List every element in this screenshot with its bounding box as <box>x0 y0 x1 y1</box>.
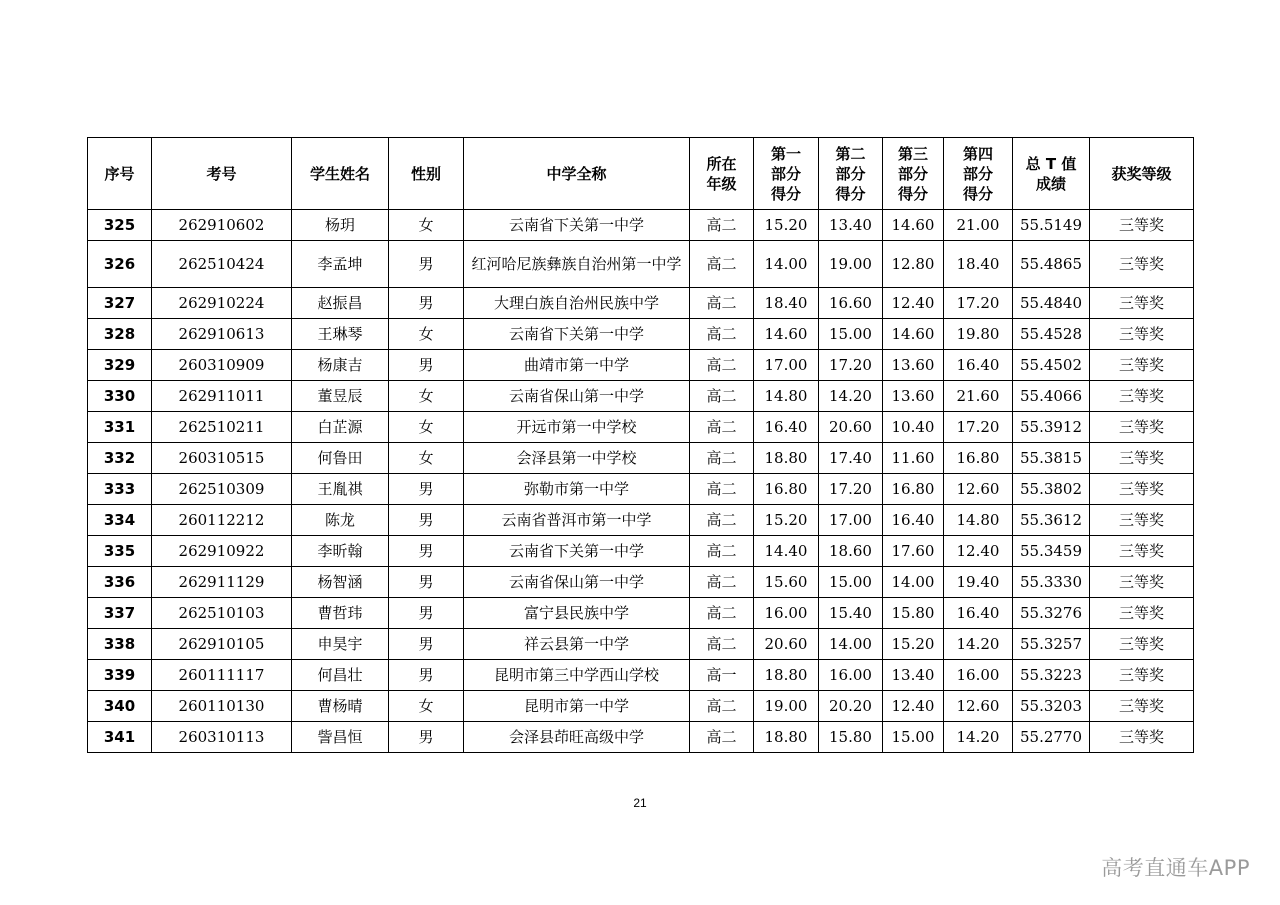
cell-school: 云南省下关第一中学 <box>464 536 690 567</box>
cell-total-t: 55.4066 <box>1013 381 1090 412</box>
table-row <box>88 598 1194 629</box>
cell-part4: 14.20 <box>944 629 1013 660</box>
cell-part4: 19.40 <box>944 567 1013 598</box>
cell-student-name: 杨玥 <box>292 210 389 241</box>
cell-seq: 337 <box>88 598 152 629</box>
cell-seq: 340 <box>88 691 152 722</box>
header-part4-line: 得分 <box>962 184 993 203</box>
cell-award: 三等奖 <box>1090 536 1194 567</box>
cell-gender: 男 <box>389 567 464 598</box>
cell-total-t: 55.3257 <box>1013 629 1090 660</box>
cell-student-name: 赵振昌 <box>292 288 389 319</box>
cell-award: 三等奖 <box>1090 722 1194 753</box>
cell-total-t: 55.4840 <box>1013 288 1090 319</box>
cell-school: 祥云县第一中学 <box>464 629 690 660</box>
cell-award: 三等奖 <box>1090 598 1194 629</box>
cell-seq: 339 <box>88 660 152 691</box>
cell-gender: 女 <box>389 210 464 241</box>
table-row <box>88 443 1194 474</box>
cell-part1: 15.20 <box>754 505 819 536</box>
cell-part2: 18.60 <box>819 536 883 567</box>
header-total-t-line: 成绩 <box>1035 174 1066 193</box>
cell-part4: 16.00 <box>944 660 1013 691</box>
cell-seq: 330 <box>88 381 152 412</box>
cell-grade: 高二 <box>690 288 754 319</box>
cell-grade: 高二 <box>690 567 754 598</box>
cell-part1: 20.60 <box>754 629 819 660</box>
cell-student-name: 杨康吉 <box>292 350 389 381</box>
cell-part2: 15.40 <box>819 598 883 629</box>
cell-part2: 20.20 <box>819 691 883 722</box>
cell-part3: 11.60 <box>883 443 944 474</box>
cell-total-t: 55.3203 <box>1013 691 1090 722</box>
cell-part1: 14.40 <box>754 536 819 567</box>
cell-student-name: 訾昌恒 <box>292 722 389 753</box>
header-part2-line: 部分 <box>835 164 866 183</box>
cell-grade: 高二 <box>690 505 754 536</box>
cell-award: 三等奖 <box>1090 288 1194 319</box>
cell-exam-id: 262910224 <box>152 288 292 319</box>
cell-seq: 327 <box>88 288 152 319</box>
cell-student-name: 白芷源 <box>292 412 389 443</box>
cell-part1: 15.60 <box>754 567 819 598</box>
cell-part4: 19.80 <box>944 319 1013 350</box>
header-student-name-line: 学生姓名 <box>309 164 370 183</box>
cell-seq: 338 <box>88 629 152 660</box>
cell-award: 三等奖 <box>1090 350 1194 381</box>
cell-school: 昆明市第三中学西山学校 <box>464 660 690 691</box>
cell-gender: 男 <box>389 350 464 381</box>
cell-gender: 男 <box>389 474 464 505</box>
header-part4-line: 部分 <box>962 164 993 183</box>
cell-student-name: 何鲁田 <box>292 443 389 474</box>
cell-part1: 18.40 <box>754 288 819 319</box>
table-row <box>88 241 1194 288</box>
cell-total-t: 55.2770 <box>1013 722 1090 753</box>
cell-part4: 14.80 <box>944 505 1013 536</box>
cell-total-t: 55.3912 <box>1013 412 1090 443</box>
cell-part4: 16.80 <box>944 443 1013 474</box>
cell-exam-id: 262911129 <box>152 567 292 598</box>
cell-seq: 334 <box>88 505 152 536</box>
cell-part2: 17.20 <box>819 350 883 381</box>
cell-award: 三等奖 <box>1090 241 1194 288</box>
cell-part1: 19.00 <box>754 691 819 722</box>
cell-part3: 15.20 <box>883 629 944 660</box>
cell-part3: 13.60 <box>883 350 944 381</box>
watermark-text: 高考直通车APP <box>1101 856 1250 880</box>
table-row <box>88 474 1194 505</box>
cell-part4: 12.60 <box>944 691 1013 722</box>
table-row <box>88 660 1194 691</box>
cell-total-t: 55.3459 <box>1013 536 1090 567</box>
cell-student-name: 李孟坤 <box>292 241 389 288</box>
cell-part1: 17.00 <box>754 350 819 381</box>
cell-exam-id: 260310113 <box>152 722 292 753</box>
table-row <box>88 629 1194 660</box>
cell-part2: 15.00 <box>819 319 883 350</box>
cell-part4: 14.20 <box>944 722 1013 753</box>
header-seq-line: 序号 <box>104 164 135 183</box>
cell-gender: 女 <box>389 412 464 443</box>
cell-part4: 12.60 <box>944 474 1013 505</box>
cell-part2: 17.00 <box>819 505 883 536</box>
cell-school: 云南省下关第一中学 <box>464 319 690 350</box>
cell-school: 大理白族自治州民族中学 <box>464 288 690 319</box>
cell-student-name: 曹杨晴 <box>292 691 389 722</box>
cell-grade: 高二 <box>690 474 754 505</box>
cell-gender: 女 <box>389 443 464 474</box>
cell-part2: 16.60 <box>819 288 883 319</box>
header-part3-line: 第三 <box>897 144 928 163</box>
cell-part3: 13.60 <box>883 381 944 412</box>
table-header <box>88 138 1194 210</box>
cell-part1: 16.40 <box>754 412 819 443</box>
cell-student-name: 王琳琴 <box>292 319 389 350</box>
cell-exam-id: 262910613 <box>152 319 292 350</box>
cell-part1: 14.80 <box>754 381 819 412</box>
header-grade <box>690 138 754 210</box>
cell-gender: 男 <box>389 536 464 567</box>
cell-total-t: 55.5149 <box>1013 210 1090 241</box>
cell-exam-id: 262510103 <box>152 598 292 629</box>
cell-seq: 325 <box>88 210 152 241</box>
header-total-t <box>1013 138 1090 210</box>
cell-part3: 12.40 <box>883 288 944 319</box>
cell-part1: 14.60 <box>754 319 819 350</box>
cell-seq: 341 <box>88 722 152 753</box>
cell-school: 会泽县茚旺高级中学 <box>464 722 690 753</box>
header-exam-id-line: 考号 <box>206 164 237 183</box>
cell-exam-id: 262910105 <box>152 629 292 660</box>
cell-exam-id: 260310909 <box>152 350 292 381</box>
cell-exam-id: 260112212 <box>152 505 292 536</box>
header-award-line: 获奖等级 <box>1111 164 1172 183</box>
header-total-t-line: 总 T 值 <box>1025 154 1077 173</box>
cell-grade: 高二 <box>690 381 754 412</box>
cell-award: 三等奖 <box>1090 381 1194 412</box>
cell-part4: 18.40 <box>944 241 1013 288</box>
cell-award: 三等奖 <box>1090 443 1194 474</box>
cell-part2: 13.40 <box>819 210 883 241</box>
page-number: 21 <box>633 796 647 810</box>
cell-part1: 14.00 <box>754 241 819 288</box>
header-student-name <box>292 138 389 210</box>
cell-part2: 14.00 <box>819 629 883 660</box>
table-row <box>88 412 1194 443</box>
header-grade-line: 所在 <box>706 154 737 173</box>
cell-part4: 17.20 <box>944 288 1013 319</box>
cell-seq: 329 <box>88 350 152 381</box>
cell-part2: 17.40 <box>819 443 883 474</box>
cell-school: 云南省保山第一中学 <box>464 381 690 412</box>
header-part3-line: 得分 <box>897 184 928 203</box>
cell-part3: 16.40 <box>883 505 944 536</box>
cell-student-name: 李昕翰 <box>292 536 389 567</box>
cell-total-t: 55.3276 <box>1013 598 1090 629</box>
cell-gender: 女 <box>389 381 464 412</box>
cell-award: 三等奖 <box>1090 505 1194 536</box>
cell-school-text: 红河哈尼族彝族自治州第一中学 <box>471 255 682 273</box>
cell-grade: 高二 <box>690 629 754 660</box>
cell-gender: 女 <box>389 319 464 350</box>
cell-gender: 男 <box>389 598 464 629</box>
cell-part1: 15.20 <box>754 210 819 241</box>
cell-seq: 336 <box>88 567 152 598</box>
cell-grade: 高二 <box>690 319 754 350</box>
cell-total-t: 55.4528 <box>1013 319 1090 350</box>
header-part4-line: 第四 <box>962 144 993 163</box>
cell-part4: 16.40 <box>944 350 1013 381</box>
table-row <box>88 536 1194 567</box>
cell-grade: 高一 <box>690 660 754 691</box>
cell-total-t: 55.4865 <box>1013 241 1090 288</box>
cell-part3: 14.60 <box>883 210 944 241</box>
cell-school: 弥勒市第一中学 <box>464 474 690 505</box>
cell-part4: 17.20 <box>944 412 1013 443</box>
cell-school: 富宁县民族中学 <box>464 598 690 629</box>
table-row <box>88 381 1194 412</box>
cell-school: 云南省下关第一中学 <box>464 210 690 241</box>
cell-seq: 332 <box>88 443 152 474</box>
results-table <box>87 137 1194 753</box>
cell-exam-id: 260310515 <box>152 443 292 474</box>
cell-gender: 男 <box>389 660 464 691</box>
cell-part3: 10.40 <box>883 412 944 443</box>
cell-total-t: 55.3330 <box>1013 567 1090 598</box>
cell-part2: 19.00 <box>819 241 883 288</box>
header-exam-id <box>152 138 292 210</box>
cell-part2: 15.00 <box>819 567 883 598</box>
cell-grade: 高二 <box>690 210 754 241</box>
cell-part3: 15.00 <box>883 722 944 753</box>
table-row <box>88 722 1194 753</box>
cell-part4: 12.40 <box>944 536 1013 567</box>
header-grade-line: 年级 <box>706 174 737 193</box>
cell-seq: 328 <box>88 319 152 350</box>
cell-total-t: 55.3612 <box>1013 505 1090 536</box>
cell-gender: 男 <box>389 722 464 753</box>
cell-student-name: 申昊宇 <box>292 629 389 660</box>
cell-exam-id: 262510211 <box>152 412 292 443</box>
cell-part4: 21.00 <box>944 210 1013 241</box>
header-part4 <box>944 138 1013 210</box>
cell-total-t: 55.3223 <box>1013 660 1090 691</box>
cell-part3: 17.60 <box>883 536 944 567</box>
cell-part2: 17.20 <box>819 474 883 505</box>
cell-grade: 高二 <box>690 691 754 722</box>
cell-total-t: 55.3815 <box>1013 443 1090 474</box>
cell-award: 三等奖 <box>1090 691 1194 722</box>
cell-total-t: 55.3802 <box>1013 474 1090 505</box>
cell-grade: 高二 <box>690 536 754 567</box>
cell-exam-id: 262911011 <box>152 381 292 412</box>
cell-school: 会泽县第一中学校 <box>464 443 690 474</box>
cell-part1: 18.80 <box>754 660 819 691</box>
header-part1-line: 第一 <box>770 144 801 163</box>
cell-part3: 14.60 <box>883 319 944 350</box>
cell-part4: 21.60 <box>944 381 1013 412</box>
header-gender <box>389 138 464 210</box>
header-part2 <box>819 138 883 210</box>
cell-part2: 20.60 <box>819 412 883 443</box>
cell-grade: 高二 <box>690 350 754 381</box>
cell-part1: 18.80 <box>754 722 819 753</box>
cell-student-name: 董昱辰 <box>292 381 389 412</box>
cell-school: 开远市第一中学校 <box>464 412 690 443</box>
header-school-line: 中学全称 <box>546 164 607 183</box>
header-part2-line: 得分 <box>835 184 866 203</box>
cell-seq: 331 <box>88 412 152 443</box>
table-row <box>88 210 1194 241</box>
cell-part2: 16.00 <box>819 660 883 691</box>
cell-part1: 16.80 <box>754 474 819 505</box>
cell-part3: 12.80 <box>883 241 944 288</box>
cell-school: 云南省普洱市第一中学 <box>464 505 690 536</box>
cell-award: 三等奖 <box>1090 567 1194 598</box>
cell-grade: 高二 <box>690 241 754 288</box>
header-school <box>464 138 690 210</box>
cell-part1: 16.00 <box>754 598 819 629</box>
cell-part3: 16.80 <box>883 474 944 505</box>
cell-gender: 男 <box>389 241 464 288</box>
cell-gender: 女 <box>389 691 464 722</box>
cell-student-name: 杨智涵 <box>292 567 389 598</box>
cell-grade: 高二 <box>690 598 754 629</box>
cell-school <box>464 241 690 288</box>
header-part2-line: 第二 <box>835 144 866 163</box>
cell-part2: 15.80 <box>819 722 883 753</box>
cell-award: 三等奖 <box>1090 319 1194 350</box>
cell-award: 三等奖 <box>1090 629 1194 660</box>
table-body <box>88 210 1194 753</box>
cell-award: 三等奖 <box>1090 412 1194 443</box>
header-part1-line: 得分 <box>770 184 801 203</box>
cell-student-name: 陈龙 <box>292 505 389 536</box>
cell-part3: 12.40 <box>883 691 944 722</box>
cell-seq: 333 <box>88 474 152 505</box>
cell-exam-id: 260111117 <box>152 660 292 691</box>
cell-school: 曲靖市第一中学 <box>464 350 690 381</box>
cell-school: 云南省保山第一中学 <box>464 567 690 598</box>
cell-gender: 男 <box>389 505 464 536</box>
cell-school: 昆明市第一中学 <box>464 691 690 722</box>
cell-exam-id: 262910922 <box>152 536 292 567</box>
header-part3-line: 部分 <box>897 164 928 183</box>
cell-grade: 高二 <box>690 412 754 443</box>
cell-grade: 高二 <box>690 443 754 474</box>
cell-total-t: 55.4502 <box>1013 350 1090 381</box>
cell-part4: 16.40 <box>944 598 1013 629</box>
header-gender-line: 性别 <box>410 164 441 183</box>
header-seq <box>88 138 152 210</box>
cell-grade: 高二 <box>690 722 754 753</box>
cell-student-name: 王胤祺 <box>292 474 389 505</box>
cell-gender: 男 <box>389 288 464 319</box>
cell-seq: 335 <box>88 536 152 567</box>
header-part1 <box>754 138 819 210</box>
cell-exam-id: 262510309 <box>152 474 292 505</box>
table-row <box>88 505 1194 536</box>
header-award <box>1090 138 1194 210</box>
cell-part1: 18.80 <box>754 443 819 474</box>
cell-award: 三等奖 <box>1090 474 1194 505</box>
table-row <box>88 319 1194 350</box>
cell-part3: 14.00 <box>883 567 944 598</box>
cell-gender: 男 <box>389 629 464 660</box>
cell-student-name: 曹哲玮 <box>292 598 389 629</box>
cell-exam-id: 262510424 <box>152 241 292 288</box>
cell-exam-id: 262910602 <box>152 210 292 241</box>
cell-award: 三等奖 <box>1090 660 1194 691</box>
header-part1-line: 部分 <box>770 164 801 183</box>
cell-part2: 14.20 <box>819 381 883 412</box>
cell-exam-id: 260110130 <box>152 691 292 722</box>
table-row <box>88 567 1194 598</box>
header-part3 <box>883 138 944 210</box>
cell-award: 三等奖 <box>1090 210 1194 241</box>
cell-part3: 13.40 <box>883 660 944 691</box>
table-row <box>88 691 1194 722</box>
table-row <box>88 288 1194 319</box>
header-row <box>88 138 1194 210</box>
cell-student-name: 何昌壮 <box>292 660 389 691</box>
table-row <box>88 350 1194 381</box>
cell-part3: 15.80 <box>883 598 944 629</box>
cell-seq: 326 <box>88 241 152 288</box>
